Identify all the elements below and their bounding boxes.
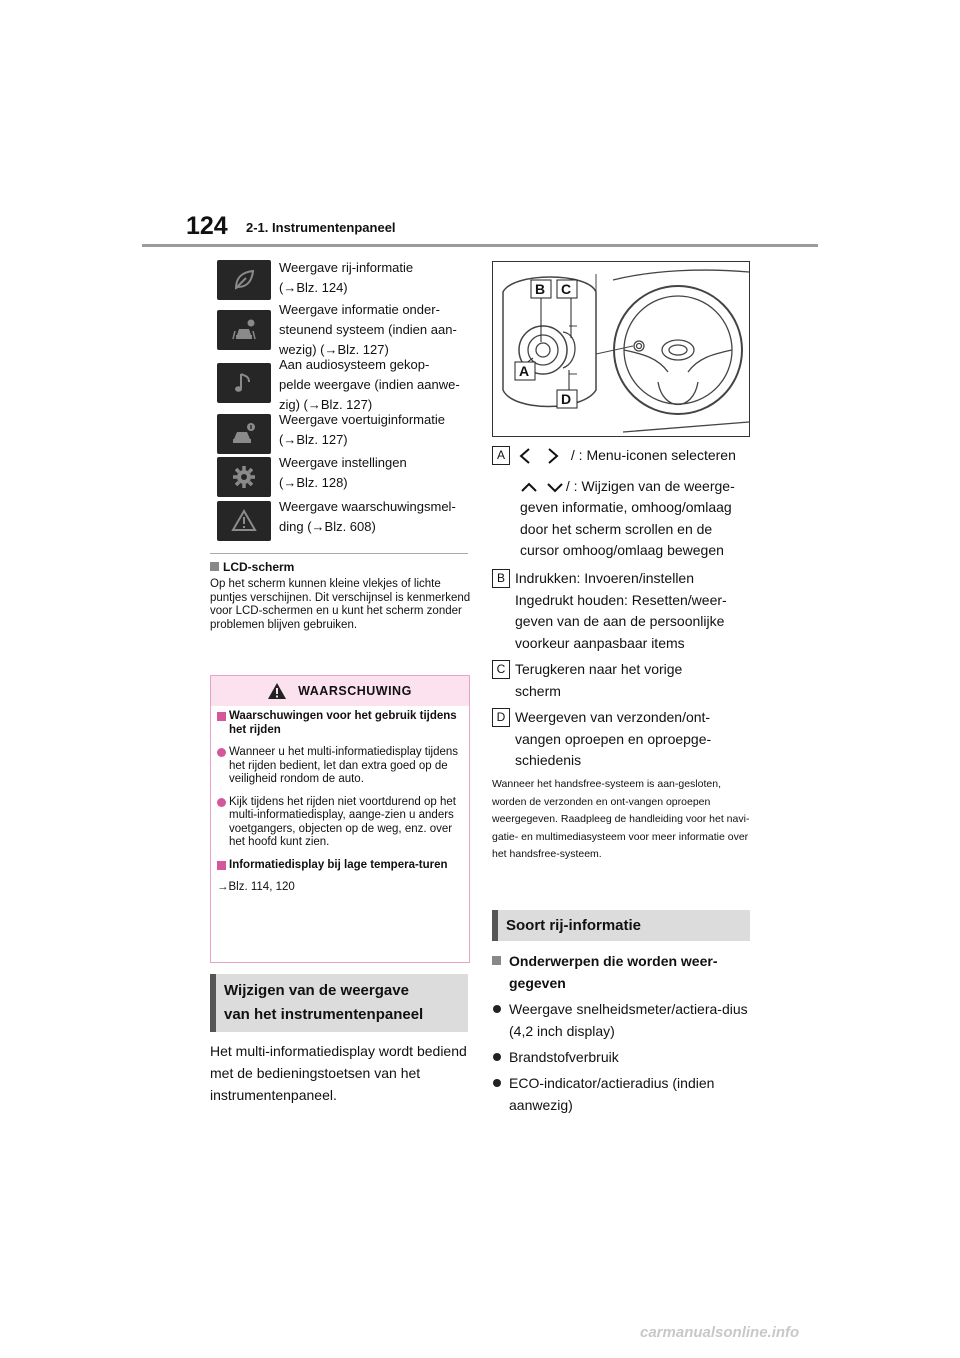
icon-row-text: Weergave waarschuwingsmel- ding (→Blz. 608) [279,499,456,534]
dot-bullet-icon [217,798,226,807]
lcd-body: Op het scherm kunnen kleine vlekjes of lichte puntjes verschijnen. Dit verschijnsel is kenmerkend voor LCD-schermen en u kunt het scherm zonder problemen blijven gebruiken. [210,578,471,631]
label-box-b: B [492,569,510,588]
warning-header [211,676,469,706]
header-rule [142,244,818,247]
warning-item: Kijk tijdens het rijden niet voortdurend op het multi-informatiedisplay, aange-zien u anders voetgangers, objecten op de weg, enz. over het hoofd kunt zien. [217,796,463,850]
warning-body [217,710,463,904]
warning-item: Waarschuwingen voor het gebruik tijdens het rijden [217,710,463,737]
page-number: 124 [186,212,228,240]
definition-a: A / : Menu-iconen selecteren / : Wijzigen van de weerge- geven informatie, omhoog/omlaag door het scherm scrollen en de cursor omhoog/omlaag bewegen [492,445,754,562]
square-bullet-icon [210,562,219,571]
divider [210,553,468,554]
gear-icon [217,457,271,497]
body-text-left: Het multi-informatiedisplay wordt bediend met de bedieningstoetsen van het instrumentenpaneel. [210,1043,467,1103]
icon-row-text: Weergave instellingen (→Blz. 128) [279,455,407,490]
diagram-label-a: A [519,363,530,379]
watermark: carmanualsonline.info [640,1324,800,1341]
icon-row-text: Weergave rij-informatie (→Blz. 124) [279,260,414,295]
section-heading-right: Soort rij-informatie [492,910,750,941]
warning-icon [217,501,271,541]
dot-bullet-icon [493,1053,501,1061]
handsfree-note: Wanneer het handsfree-systeem is aan-gesloten, worden de verzonden en ont-vangen oproepen weergegeven. Raadpleeg de handleiding voor het navi-gatie- en multimediasysteem voor meer informatie over het handsfree-systeem. [492,778,750,860]
steering-wheel-diagram [492,261,750,437]
icon-row-text: Aan audiosysteem gekop- pelde weergave (indien aanwe- zig) (→Blz. 127) [279,357,460,412]
warning-box [210,675,470,963]
warning-title: WAARSCHUWING [298,684,412,698]
music-note-icon [217,363,271,403]
square-bullet-icon [217,712,226,721]
warning-triangle-icon [268,683,286,699]
icon-row-text: Weergave informatie onder- steunend systeem (indien aan- wezig) (→Blz. 127) [279,302,457,357]
list-subheading: Onderwerpen die worden weer-gegeven [492,950,754,994]
dot-bullet-icon [217,748,226,757]
list-item: Brandstofverbruik [492,1046,754,1068]
dot-bullet-icon [493,1079,501,1087]
lcd-heading: LCD-scherm [210,560,294,574]
diagram-label-c: C [561,281,572,297]
left-right-arrows-icon [515,447,575,465]
warning-item: Informatiedisplay bij lage tempera-turen [217,859,463,873]
up-down-arrows-icon [520,480,570,494]
list-item: Weergave snelheidsmeter/actiera-dius (4,2 inch display) [492,998,754,1042]
section-title: 2-1. Instrumentenpaneel [246,220,396,235]
diagram-label-d: D [561,391,572,407]
warning-item: Wanneer u het multi-informatiedisplay tijdens het rijden bedient, let dan extra goed op de veiligheid rondom de auto. [217,746,463,787]
trip-info-list [492,950,754,1120]
diagram-label-b: B [535,281,546,297]
definition-c: C Terugkeren naar het vorige scherm [492,659,754,702]
icon-row-text: Weergave voertuiginformatie (→Blz. 127) [279,412,445,447]
definition-b: B Indrukken: Invoeren/instellen Ingedrukt houden: Resetten/weer- geven van de aan de persoonlijke voorkeur aanpasbaar items [492,568,754,654]
driving-support-icon [217,310,271,350]
label-box-c: C [492,660,510,679]
label-box-a: A [492,446,510,465]
vehicle-info-icon [217,414,271,454]
section-heading-left: Wijzigen van de weergave van het instrumentenpaneel [210,974,468,1032]
definition-d: D Weergeven van verzonden/ont- vangen oproepen en oproepge- schiedenis [492,707,754,772]
square-bullet-icon [492,956,501,965]
leaf-icon [217,260,271,300]
label-box-d: D [492,708,510,727]
warning-page-ref: →Blz. 114, 120 [217,881,295,893]
square-bullet-icon [217,861,226,870]
list-item: ECO-indicator/actieradius (indien aanwezig) [492,1072,754,1116]
definition-a-text: / : Menu-iconen selecteren [567,447,736,463]
dot-bullet-icon [493,1005,501,1013]
